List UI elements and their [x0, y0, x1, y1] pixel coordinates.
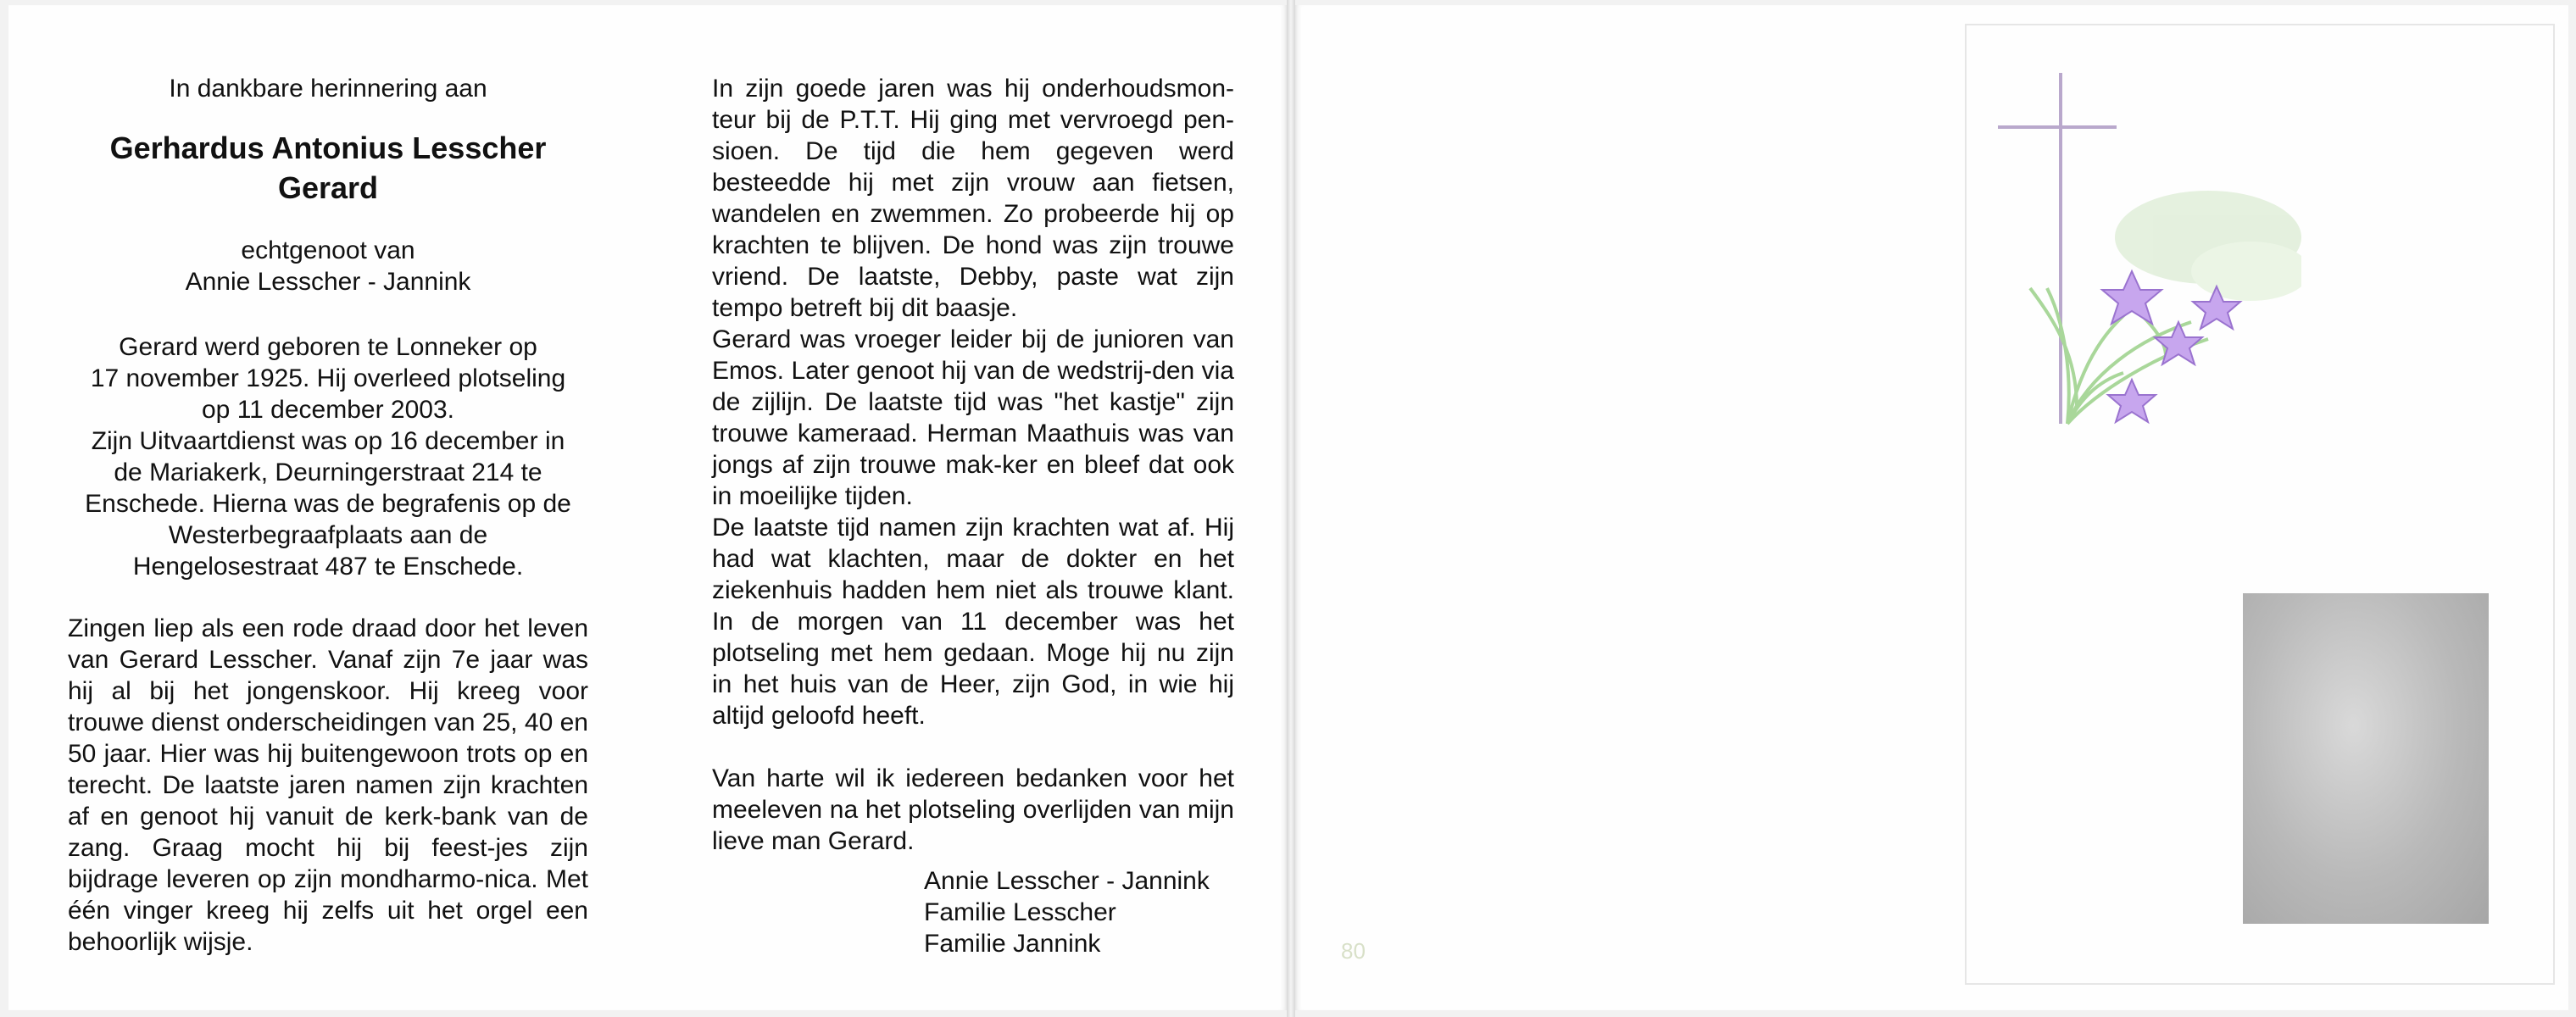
biography-block — [68, 331, 588, 582]
bio-line: de Mariakerk, Deurningerstraat 214 te — [114, 458, 542, 486]
spouse-label: echtgenoot van — [241, 236, 415, 264]
bio-line: Westerbegraafplaats aan de — [168, 521, 488, 549]
page-number: 80 — [1341, 938, 1366, 964]
cross-flower-illustration — [1996, 68, 2301, 432]
cross-icon — [1998, 73, 2117, 424]
club-paragraph: Gerard was vroeger leider bij de junioren van Emos. Later genoot hij van de wedstrij-den via de zijlijn. De laatste tijd was "het kastje" zijn trouwe kameraad. Herman Maathuis was van jongs af zijn trouwe mak-ker en bleef dat ook in moeilijke tijden. — [712, 325, 1234, 510]
signer: Familie Lesscher — [924, 898, 1116, 926]
intro-line: In dankbare herinnering aan — [169, 75, 487, 103]
portrait-photo — [2243, 593, 2489, 924]
singing-paragraph: Zingen liep als een rode draad door het leven van Gerard Lesscher. Vanaf zijn 7e jaar was hij al bij het jongenskoor. Hij kreeg voor trouwe dienst onderscheidingen van 25, 40 en 50 jaar. Hier was hij buitengewoon trots op en terecht. De laatste jaren namen zijn krachten af en genoot hij vanuit de kerk-bank van de zang. Graag mocht hij bij feest-jes zijn bijdrage leveren op zijn mondharmo-nica. Met één vinger kreeg hij zelfs uit het orgel een behoorlijk wijsje. — [68, 614, 588, 956]
card-fold — [1287, 0, 1295, 1017]
signatures — [924, 865, 1234, 959]
right-column — [712, 73, 1234, 959]
leaf-wash — [2115, 191, 2301, 301]
bio-line: 17 november 1925. Hij overleed plotseling — [90, 364, 566, 392]
work-paragraph: In zijn goede jaren was hij onderhoudsmon-teur bij de P.T.T. Hij ging met vervroegd pen-sioen. De tijd die hem gegeven werd besteedde hij met zijn vrouw aan fietsen, wandelen en zwemmen. Zo probeerde hij op krachten te blijven. De hond was zijn trouwe vriend. De laatste, Debby, paste wat zijn tempo betreft bij dit baasje. — [712, 75, 1234, 322]
signer: Familie Jannink — [924, 930, 1101, 958]
bio-line: Hengelosestraat 487 te Enschede. — [132, 553, 524, 581]
bio-line: Gerard werd geboren te Lonneker op — [119, 333, 537, 361]
signer: Annie Lesscher - Jannink — [924, 867, 1210, 895]
bio-line: op 11 december 2003. — [202, 396, 454, 424]
bio-line: Enschede. Hierna was de begrafenis op de — [85, 490, 571, 518]
bio-line: Zijn Uitvaartdienst was op 16 december in — [91, 427, 565, 455]
thanks-paragraph: Van harte wil ik iedereen bedanken voor het meeleven na het plotseling overlijden van mijn lieve man Gerard. — [712, 764, 1234, 855]
full-name: Gerhardus Antonius Lesscher — [109, 131, 547, 165]
final-days-paragraph: De laatste tijd namen zijn krachten wat af. Hij had wat klachten, maar de dokter en het ziekenhuis hadden hem niet als trouwe klant. In de morgen van 11 december was het plotseling met hem gedaan. Moge hij nu zijn in het huis van de Heer, zijn God, in wie hij altijd geloofd heeft. — [712, 514, 1234, 730]
call-name: Gerard — [277, 170, 379, 205]
violet-flower-icon — [2102, 271, 2240, 422]
left-column — [68, 73, 588, 958]
spouse-name: Annie Lesscher - Jannink — [185, 268, 471, 296]
